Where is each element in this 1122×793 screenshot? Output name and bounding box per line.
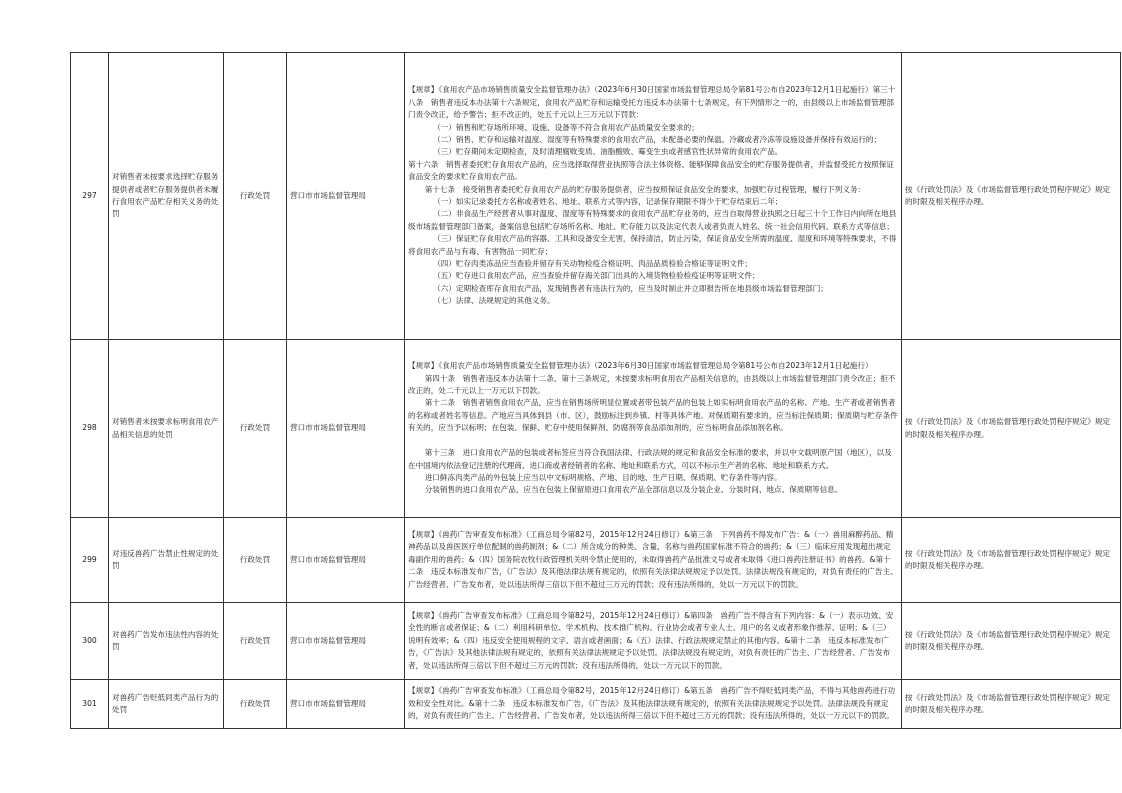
legal-basis-content [405, 518, 902, 603]
table-row [71, 340, 1121, 518]
content-paragraph: 分装销售的进口食用农产品，应当在包装上保留原进口食用农产品全部信息以及分装企业、分装时间、地点、保质期等信息。 [424, 485, 843, 495]
content-paragraph: 【规章】《兽药广告审查发布标准》（工商总局令第82号，2015年12月24日修订）&第三条 下列兽药不得发布广告：&（一）兽用麻醉药品、精神药品以及兽医医疗单位配制的兽药制剂；&（二）所含成分的种类、含量、名称与兽药国家标准不符合的兽药；&（三）临床应用发现超出规定毒副作用的兽药；&（四）国务院农牧行政管理机关明令禁止使用的，未取得兽药产品批准文号或者未取得《进口兽药注册证书》的兽药。&第十二条 违反本标准发布广告，《广告法》及其他法律法规有规定的，依照有关法律法规规定予以处罚。法律法规没有规定的，对负有责任的广告主、广告经营者、广告发布者，处以违法所得三倍以下但不超过三万元的罚款；没有违法所得的，处以一万元以下的罚款。 [408, 529, 898, 589]
item-name: 对销售者未按要求选择贮存服务提供者或者贮存服务提供者未履行食用农产品贮存相关义务的处罚 [109, 53, 224, 340]
content-paragraph: （六）定期检查库存食用农产品，发现销售者有违法行为的，应当及时制止并立即报告所在地县级市场监督管理部门； [433, 283, 828, 293]
table-row [71, 680, 1121, 729]
implementing-authority: 营口市市场监督管理局 [287, 340, 405, 518]
content-paragraph: （二）销售、贮存和运输对温度、湿度等有特殊要求的食用农产品，未配备必要的保温、冷藏或者冷冻等设施设备并保持有效运行的； [433, 134, 882, 144]
content-paragraph: 【规章】《兽药广告审查发布标准》（工商总局令第82号，2015年12月24日修订）&第四条 兽药广告不得含有下列内容：&（一）表示功效、安全性的断言或者保证；&（二）利用科研单位、学术机构、技术推广机构、行业协会或者专业人士、用户的名义或者形象作推荐、证明；&（三）说明有效率；&（四）违反安全使用规程的文字、语言或者画面；&（五）法律、行政法规规定禁止的其他内容。&第十二条 违反本标准发布广告，《广告法》及其他法律法规有规定的，依照有关法律法规规定予以处罚。法律法规没有规定的，对负有责任的广告主、广告经营者、广告发布者，处以违法所得三倍以下但不超过三万元的罚款；没有违法所得的，处以一万元以下的罚款。 [408, 610, 894, 670]
content-paragraph: 【规章】《兽药广告审查发布标准》（工商总局令第82号，2015年12月24日修订）&第五条 兽药广告不得贬低同类产品，不得与其他兽药进行功效和安全性对比。&第十二条 违反本标准发布广告，《广告法》及其他法律法规有规定的，依照有关法律法规规定予以处罚。法律法规没有规定的，对负有责任的广告主、广告经营者、广告发布者，处以违法所得三倍以下但不超过三万元的罚款；没有违法所得的，处以一万元以下的罚款。 [408, 686, 896, 721]
item-category: 行政处罚 [224, 518, 287, 603]
procedure-basis: 按《行政处罚法》及《市场监督管理行政处罚程序规定》规定的时限及相关程序办理。 [902, 53, 1121, 340]
content-paragraph: （七）法律、法规规定的其他义务。 [433, 296, 555, 306]
legal-basis-content [405, 680, 902, 729]
table-row [71, 603, 1121, 680]
content-paragraph: （三）贮存期间未定期检查，及时清理腐败变质、油脂酸败、霉变生虫或者感官性状异常的食用农产品。 [433, 147, 783, 157]
table-row [71, 518, 1121, 603]
table-body [71, 53, 1121, 729]
item-category: 行政处罚 [224, 603, 287, 680]
table-row [71, 53, 1121, 340]
content-paragraph: 第四十条 销售者违反本办法第十二条、第十三条规定，未按要求标明食用农产品相关信息的，由县级以上市场监督管理部门责令改正；拒不改正的，处二千元以上一万元以下罚款。 [408, 373, 896, 396]
row-number: 301 [71, 680, 109, 729]
content-paragraph: （一）如实记录委托方名称或者姓名、地址、联系方式等内容，记录保存期限不得少于贮存结束后二年； [433, 197, 783, 206]
enforcement-items-table [70, 52, 1121, 729]
content-paragraph: 第十三条 进口食用农产品的包装或者标签应当符合我国法律、行政法规的规定和食品安全标准的要求，并以中文载明原产国（地区），以及在中国境内依法登记注册的代理商、进口商或者经销者的名称、地址和联系方式，可以不标示生产者的名称、地址和联系方式。 [408, 448, 892, 470]
content-paragraph: （一）销售和贮存场所环境、设施、设备等不符合食用农产品质量安全要求的； [433, 122, 699, 132]
content-paragraph [408, 435, 898, 447]
item-category: 行政处罚 [224, 53, 287, 340]
legal-basis-content [405, 53, 902, 340]
procedure-basis: 按《行政处罚法》及《市场监督管理行政处罚程序规定》规定的时限及相关程序办理。 [902, 340, 1121, 518]
implementing-authority: 营口市市场监督管理局 [287, 518, 405, 603]
content-paragraph: 第十七条 接受销售者委托贮存食用农产品的贮存服务提供者，应当按照保证食品安全的要求，加强贮存过程管理，履行下列义务： [424, 184, 866, 194]
content-paragraph: 【规章】《食用农产品市场销售质量安全监督管理办法》（2023年6月30日国家市场监督管理总局令第81号公布自2023年12月1日起施行） [408, 361, 873, 371]
content-paragraph: （五）贮存进口食用农产品，应当查验并留存海关部门出具的入境货物检验检疫证明等证明文件； [433, 271, 760, 281]
item-category: 行政处罚 [224, 340, 287, 518]
row-number: 300 [71, 603, 109, 680]
implementing-authority: 营口市市场监督管理局 [287, 53, 405, 340]
item-name: 对兽药广告贬低同类产品行为的处罚 [109, 680, 224, 729]
row-number: 297 [71, 53, 109, 340]
implementing-authority: 营口市市场监督管理局 [287, 603, 405, 680]
implementing-authority: 营口市市场监督管理局 [287, 680, 405, 729]
content-paragraph: 【规章】《食用农产品市场销售质量安全监督管理办法》（2023年6月30日国家市场监督管理总局令第81号公布自2023年12月1日起施行）第三十八条 销售者违反本办法第十六条规定，食用农产品贮存和运输受托方违反本办法第十七条规定，有下列情形之一的，由县级以上市场监督管理部门责令改正，给予警告；拒不改正的，处五千元以上三万元以下罚款： [408, 85, 896, 120]
item-name: 对违反兽药广告禁止性规定的处罚 [109, 518, 224, 603]
procedure-basis: 按《行政处罚法》及《市场监督管理行政处罚程序规定》规定的时限及相关程序办理。 [902, 518, 1121, 603]
content-paragraph: 进口鲜冻肉类产品的外包装上应当以中文标明规格、产地、目的地、生产日期、保质期、贮存条件等内容。 [424, 472, 782, 482]
content-paragraph: （四）贮存肉类冻品应当查验并留存有关动物检疫合格证明、肉品品质检验合格证等证明文件； [433, 259, 753, 269]
row-number: 299 [71, 518, 109, 603]
item-name: 对销售者未按要求标明食用农产品相关信息的处罚 [109, 340, 224, 518]
content-paragraph: 第十六条 销售者委托贮存食用农产品的，应当选择取得营业执照等合法主体资格、能够保障食品安全的贮存服务提供者，并监督受托方按照保证食品安全的要求贮存食用农产品。 [408, 159, 894, 182]
content-paragraph: 第十二条 销售者销售食用农产品，应当在销售场所明显位置或者带包装产品的包装上如实标明食用农产品的名称、产地、生产者或者销售者的名称或者姓名等信息。产地应当具体到县（市、区），鼓励标注到乡镇、村等具体产地。对保质期有要求的，应当标注保质期；保质期与贮存条件有关的，应当予以标明；在包装、保鲜、贮存中使用保鲜剂、防腐剂等食品添加剂的，应当标明食品添加剂名称。 [408, 398, 898, 433]
row-number: 298 [71, 340, 109, 518]
legal-basis-content [405, 340, 902, 518]
item-name: 对兽药广告发布违法性内容的处罚 [109, 603, 224, 680]
procedure-basis: 按《行政处罚法》及《市场监督管理行政处罚程序规定》规定的时限及相关程序办理。 [902, 680, 1121, 729]
item-category: 行政处罚 [224, 680, 287, 729]
legal-basis-content [405, 603, 902, 680]
content-paragraph: （二）非食品生产经营者从事对温度、湿度等有特殊要求的食用农产品贮存业务的，应当自取得营业执照之日起三十个工作日内向所在地县级市场监督管理部门备案，备案信息包括贮存场所名称、地址、贮存能力以及法定代表人或者负责人姓名、统一社会信用代码、联系方式等信息； [408, 209, 897, 231]
content-paragraph: （三）保证贮存食用农产品的容器、工具和设备安全无害，保持清洁，防止污染，保证食品安全所需的温度、湿度和环境等特殊要求，不得将食用农产品与有毒、有害物品一同贮存； [408, 234, 897, 256]
procedure-basis: 按《行政处罚法》及《市场监督管理行政处罚程序规定》规定的时限及相关程序办理。 [902, 603, 1121, 680]
